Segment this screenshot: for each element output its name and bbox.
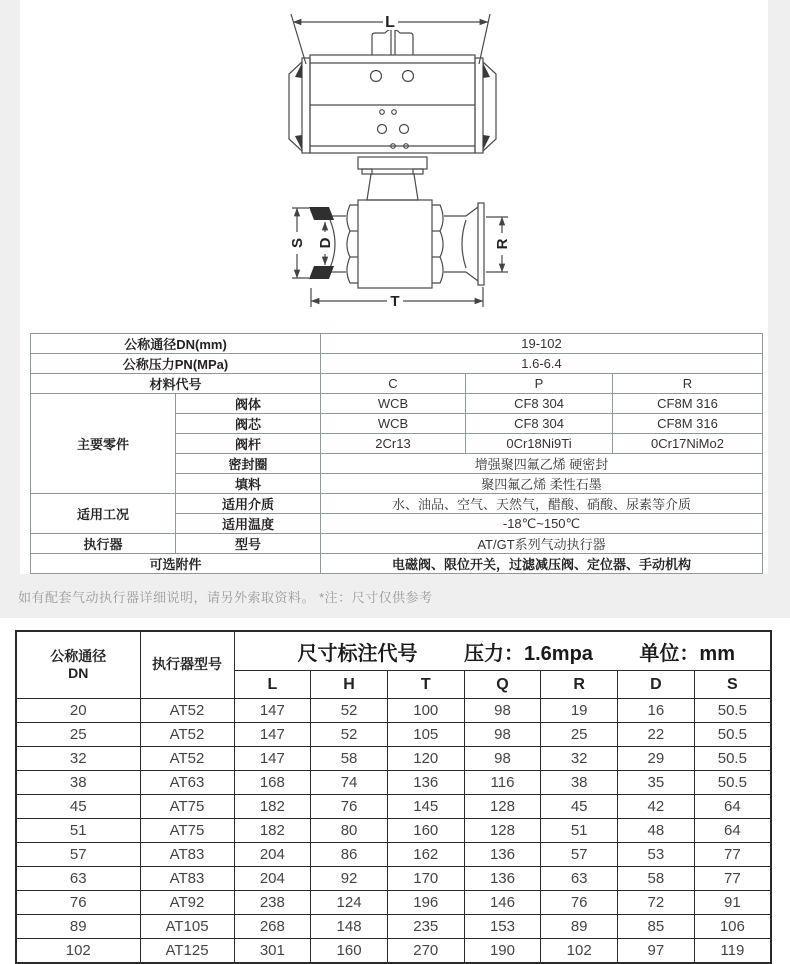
note-text: 如有配套气动执行器详细说明，请另外索取资料。 *注：尺寸仅供参考 [18,589,433,605]
table-row [16,723,771,747]
table-cell: 64 [694,819,771,843]
table-cell: 45 [16,795,140,819]
table-row [16,819,771,843]
col-header-T: T [387,671,464,699]
table-cell: 45 [541,795,618,819]
spec-row-accessory [31,554,763,574]
spec-body-r: CF8M 316 [613,394,763,414]
spec-condition-label: 适用工况 [31,494,176,534]
spec-packing-value: 聚四氟乙烯 柔性石墨 [321,474,763,494]
table-cell: 51 [541,819,618,843]
dim-label-r: R [494,238,511,250]
dim-label-d: D [317,237,334,249]
table-cell: 97 [618,939,695,964]
table-cell: 116 [464,771,541,795]
dimension-table [15,630,772,964]
table-cell: 64 [694,795,771,819]
spec-material-r: R [613,374,763,394]
valve-drawing [0,0,790,332]
table-cell: 52 [311,699,388,723]
table-row [16,915,771,939]
table-cell: 182 [234,819,311,843]
spec-row-dn [31,334,763,354]
spec-media-label: 适用介质 [176,494,321,514]
spec-temp-label: 适用温度 [176,514,321,534]
col-header-D: D [618,671,695,699]
dim-label-s: S [289,237,306,249]
table-cell: AT83 [140,867,234,891]
table-cell: 25 [16,723,140,747]
table-cell: AT75 [140,819,234,843]
table-cell: 20 [16,699,140,723]
table-cell: 204 [234,867,311,891]
spec-row-media [31,494,763,514]
table-cell: AT92 [140,891,234,915]
end-cap-clips [295,63,490,150]
col-header-dn [16,631,140,699]
table-cell: 268 [234,915,311,939]
spec-row-pn [31,354,763,374]
table-cell: 235 [387,915,464,939]
table-cell: 120 [387,747,464,771]
drawing-lines [289,14,508,307]
spec-core-r: CF8M 316 [613,414,763,434]
table-cell: 136 [387,771,464,795]
table-cell: 22 [618,723,695,747]
dn-header-line2: DN [68,665,89,681]
table-cell: 145 [387,795,464,819]
table-cell: 63 [16,867,140,891]
spec-seal-value: 增强聚四氟乙烯 硬密封 [321,454,763,474]
table-cell: 29 [618,747,695,771]
table-cell: 196 [387,891,464,915]
spec-row-body [31,394,763,414]
table-cell: 98 [464,723,541,747]
table-cell: 57 [16,843,140,867]
table-cell: AT63 [140,771,234,795]
spec-model-label: 型号 [176,534,321,554]
table-cell: 63 [541,867,618,891]
table-cell: 38 [16,771,140,795]
table-cell: AT52 [140,747,234,771]
spec-table [30,333,763,574]
table-cell: 19 [541,699,618,723]
spec-accessory-label: 可选附件 [31,554,321,574]
table-cell: 58 [311,747,388,771]
table-cell: 190 [464,939,541,964]
table-cell: AT52 [140,699,234,723]
table-cell: 16 [618,699,695,723]
table-cell: 50.5 [694,747,771,771]
table-row [16,891,771,915]
spec-body-c: WCB [321,394,466,414]
table-cell: 89 [541,915,618,939]
col-header-Q: Q [464,671,541,699]
table-row [16,771,771,795]
table-cell: 136 [464,843,541,867]
table-cell: 160 [387,819,464,843]
table-cell: 92 [311,867,388,891]
table-cell: 301 [234,939,311,964]
dim-label-l: L [385,14,395,31]
table-cell: 168 [234,771,311,795]
table-cell: 124 [311,891,388,915]
table-cell: 38 [541,771,618,795]
spec-media-value: 水、油品、空气、天然气，醋酸、硝酸、尿素等介质 [321,494,763,514]
table-cell: 160 [311,939,388,964]
table-cell: 74 [311,771,388,795]
table-cell: 35 [618,771,695,795]
spec-parts-label: 主要零件 [31,394,176,494]
table-cell: 204 [234,843,311,867]
col-header-H: H [311,671,388,699]
spec-seal-label: 密封圈 [176,454,321,474]
spec-material-label: 材料代号 [31,374,321,394]
dim-table-title: 尺寸标注代号 [297,642,418,665]
table-cell: 77 [694,843,771,867]
col-header-actuator: 执行器型号 [140,631,234,699]
table-cell: 25 [541,723,618,747]
spec-dn-label: 公称通径DN(mm) [31,334,321,354]
dn-header-line1: 公称通径 [50,647,107,664]
table-cell: 102 [16,939,140,964]
spec-core-p: CF8 304 [466,414,613,434]
spec-body-p: CF8 304 [466,394,613,414]
table-row [16,867,771,891]
spec-pn-value: 1.6-6.4 [321,354,763,374]
table-cell: 76 [541,891,618,915]
table-cell: AT105 [140,915,234,939]
table-cell: 98 [464,699,541,723]
spec-pn-label: 公称压力PN(MPa) [31,354,321,374]
spec-stem-p: 0Cr18Ni9Ti [466,434,613,454]
dim-header-row-1 [16,631,771,671]
spec-row-actuator [31,534,763,554]
table-cell: 42 [618,795,695,819]
table-cell: 50.5 [694,699,771,723]
table-cell: 32 [16,747,140,771]
table-cell: 80 [311,819,388,843]
spec-core-c: WCB [321,414,466,434]
table-cell: 238 [234,891,311,915]
spec-core-label: 阀芯 [176,414,321,434]
col-header-L: L [234,671,311,699]
spec-stem-label: 阀杆 [176,434,321,454]
spec-accessory-value: 电磁阀、限位开关，过滤减压阀、定位器、手动机构 [321,554,763,574]
table-row [16,795,771,819]
table-cell: 58 [618,867,695,891]
table-cell: 50.5 [694,723,771,747]
table-cell: 147 [234,747,311,771]
table-row [16,699,771,723]
dim-table-unit: 单位：mm [639,642,735,665]
table-cell: 77 [694,867,771,891]
spec-row-material [31,374,763,394]
spec-stem-r: 0Cr17NiMo2 [613,434,763,454]
dim-label-t: T [390,293,400,310]
table-row [16,747,771,771]
table-cell: 89 [16,915,140,939]
table-cell: 32 [541,747,618,771]
table-cell: 146 [464,891,541,915]
table-cell: 102 [541,939,618,964]
table-cell: 128 [464,795,541,819]
table-cell: 147 [234,699,311,723]
spec-packing-label: 填料 [176,474,321,494]
note-band [0,574,790,618]
table-cell: AT52 [140,723,234,747]
table-cell: 85 [618,915,695,939]
table-cell: 52 [311,723,388,747]
spec-actuator-label: 执行器 [31,534,176,554]
table-cell: 53 [618,843,695,867]
table-cell: 128 [464,819,541,843]
spec-stem-c: 2Cr13 [321,434,466,454]
table-cell: 136 [464,867,541,891]
table-cell: 119 [694,939,771,964]
table-cell: 76 [16,891,140,915]
table-cell: 51 [16,819,140,843]
table-cell: 153 [464,915,541,939]
table-cell: AT83 [140,843,234,867]
table-cell: 106 [694,915,771,939]
spec-dn-value: 19-102 [321,334,763,354]
spec-temp-value: -18℃~150℃ [321,514,763,534]
table-cell: 76 [311,795,388,819]
col-header-R: R [541,671,618,699]
table-row [16,843,771,867]
col-header-S: S [694,671,771,699]
table-cell: 50.5 [694,771,771,795]
table-row [16,939,771,964]
table-cell: AT75 [140,795,234,819]
table-cell: 100 [387,699,464,723]
table-cell: 86 [311,843,388,867]
table-cell: 170 [387,867,464,891]
table-cell: 57 [541,843,618,867]
table-cell: 162 [387,843,464,867]
spec-body-label: 阀体 [176,394,321,414]
table-cell: 182 [234,795,311,819]
spec-model-value: AT/GT系列气动执行器 [321,534,763,554]
dim-table-body [16,699,771,964]
dim-table-title-cell [234,631,771,671]
table-cell: AT125 [140,939,234,964]
table-cell: 147 [234,723,311,747]
table-cell: 72 [618,891,695,915]
table-cell: 148 [311,915,388,939]
table-cell: 98 [464,747,541,771]
dim-table-pressure: 压力：1.6mpa [463,642,593,665]
spec-material-c: C [321,374,466,394]
table-cell: 48 [618,819,695,843]
spec-material-p: P [466,374,613,394]
table-cell: 270 [387,939,464,964]
table-cell: 105 [387,723,464,747]
table-cell: 91 [694,891,771,915]
